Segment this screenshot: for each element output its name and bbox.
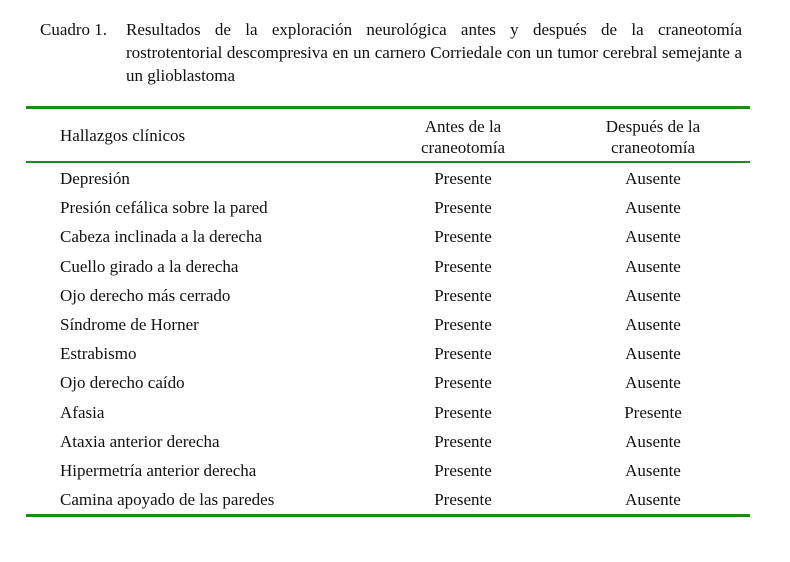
- table-caption: [40, 18, 742, 87]
- finding-cell: Estrabismo: [60, 344, 137, 364]
- before-cell: Presente: [434, 198, 492, 218]
- caption-label: Cuadro 1.: [40, 20, 108, 39]
- before-cell: Presente: [434, 227, 492, 247]
- finding-cell: Ojo derecho caído: [60, 373, 185, 393]
- finding-cell: Cabeza inclinada a la derecha: [60, 227, 262, 247]
- before-cell: Presente: [434, 490, 492, 510]
- finding-cell: Hipermetría anterior derecha: [60, 460, 257, 480]
- after-cell: Ausente: [625, 169, 681, 188]
- table-row: [0, 400, 790, 429]
- table-header-rule: [26, 161, 750, 163]
- table-row: [0, 429, 790, 458]
- header-antes: [388, 116, 538, 158]
- header-despues-line2: craneotomía: [610, 138, 695, 157]
- after-cell: Presente: [624, 402, 682, 422]
- header-hallazgos: [60, 125, 185, 146]
- finding-cell: Afasia: [60, 402, 105, 422]
- after-cell: Ausente: [625, 285, 681, 305]
- table-row: [0, 370, 790, 399]
- after-cell: Ausente: [625, 227, 681, 247]
- after-cell: Ausente: [625, 314, 681, 334]
- caption-text: Resultados de la exploración neurológica antes y después de la craneotomía rostrotentorial descompresiva en un carnero Corriedale con un tumor cerebral semejante a un glioblastoma: [126, 20, 742, 85]
- before-cell: Presente: [434, 344, 492, 364]
- after-cell: Ausente: [625, 344, 681, 364]
- header-antes-line2: craneotomía: [420, 138, 505, 157]
- table-row: [0, 458, 790, 487]
- after-cell: Ausente: [625, 373, 681, 393]
- before-cell: Presente: [434, 431, 492, 451]
- after-cell: Ausente: [625, 198, 681, 218]
- table-row: [0, 283, 790, 312]
- header-despues-line1: Después de la: [605, 117, 701, 136]
- table-row: [0, 195, 790, 224]
- header-antes-line1: Antes de la: [424, 117, 502, 136]
- after-cell: Ausente: [625, 490, 681, 510]
- table-body: [0, 166, 790, 516]
- after-cell: Ausente: [625, 256, 681, 276]
- table-row: [0, 166, 790, 195]
- before-cell: Presente: [434, 256, 492, 276]
- before-cell: Presente: [434, 373, 492, 393]
- table-row: [0, 224, 790, 253]
- table-row: [0, 341, 790, 370]
- before-cell: Presente: [434, 169, 492, 188]
- table-row: [0, 312, 790, 341]
- table-bottom-rule: [26, 514, 750, 517]
- header-despues: [578, 116, 728, 158]
- finding-cell: Ataxia anterior derecha: [60, 431, 220, 451]
- finding-cell: Presión cefálica sobre la pared: [60, 198, 268, 218]
- table-top-rule: [26, 106, 750, 109]
- before-cell: Presente: [434, 402, 492, 422]
- finding-cell: Ojo derecho más cerrado: [60, 285, 231, 305]
- finding-cell: Depresión: [60, 169, 130, 188]
- before-cell: Presente: [434, 285, 492, 305]
- finding-cell: Síndrome de Horner: [60, 314, 199, 334]
- header-hallazgos-text: Hallazgos clínicos: [60, 126, 186, 145]
- before-cell: Presente: [434, 460, 492, 480]
- table-row: [0, 487, 790, 516]
- before-cell: Presente: [434, 314, 492, 334]
- finding-cell: Camina apoyado de las paredes: [60, 490, 275, 510]
- after-cell: Ausente: [625, 431, 681, 451]
- finding-cell: Cuello girado a la derecha: [60, 256, 239, 276]
- table-row: [0, 254, 790, 283]
- after-cell: Ausente: [625, 460, 681, 480]
